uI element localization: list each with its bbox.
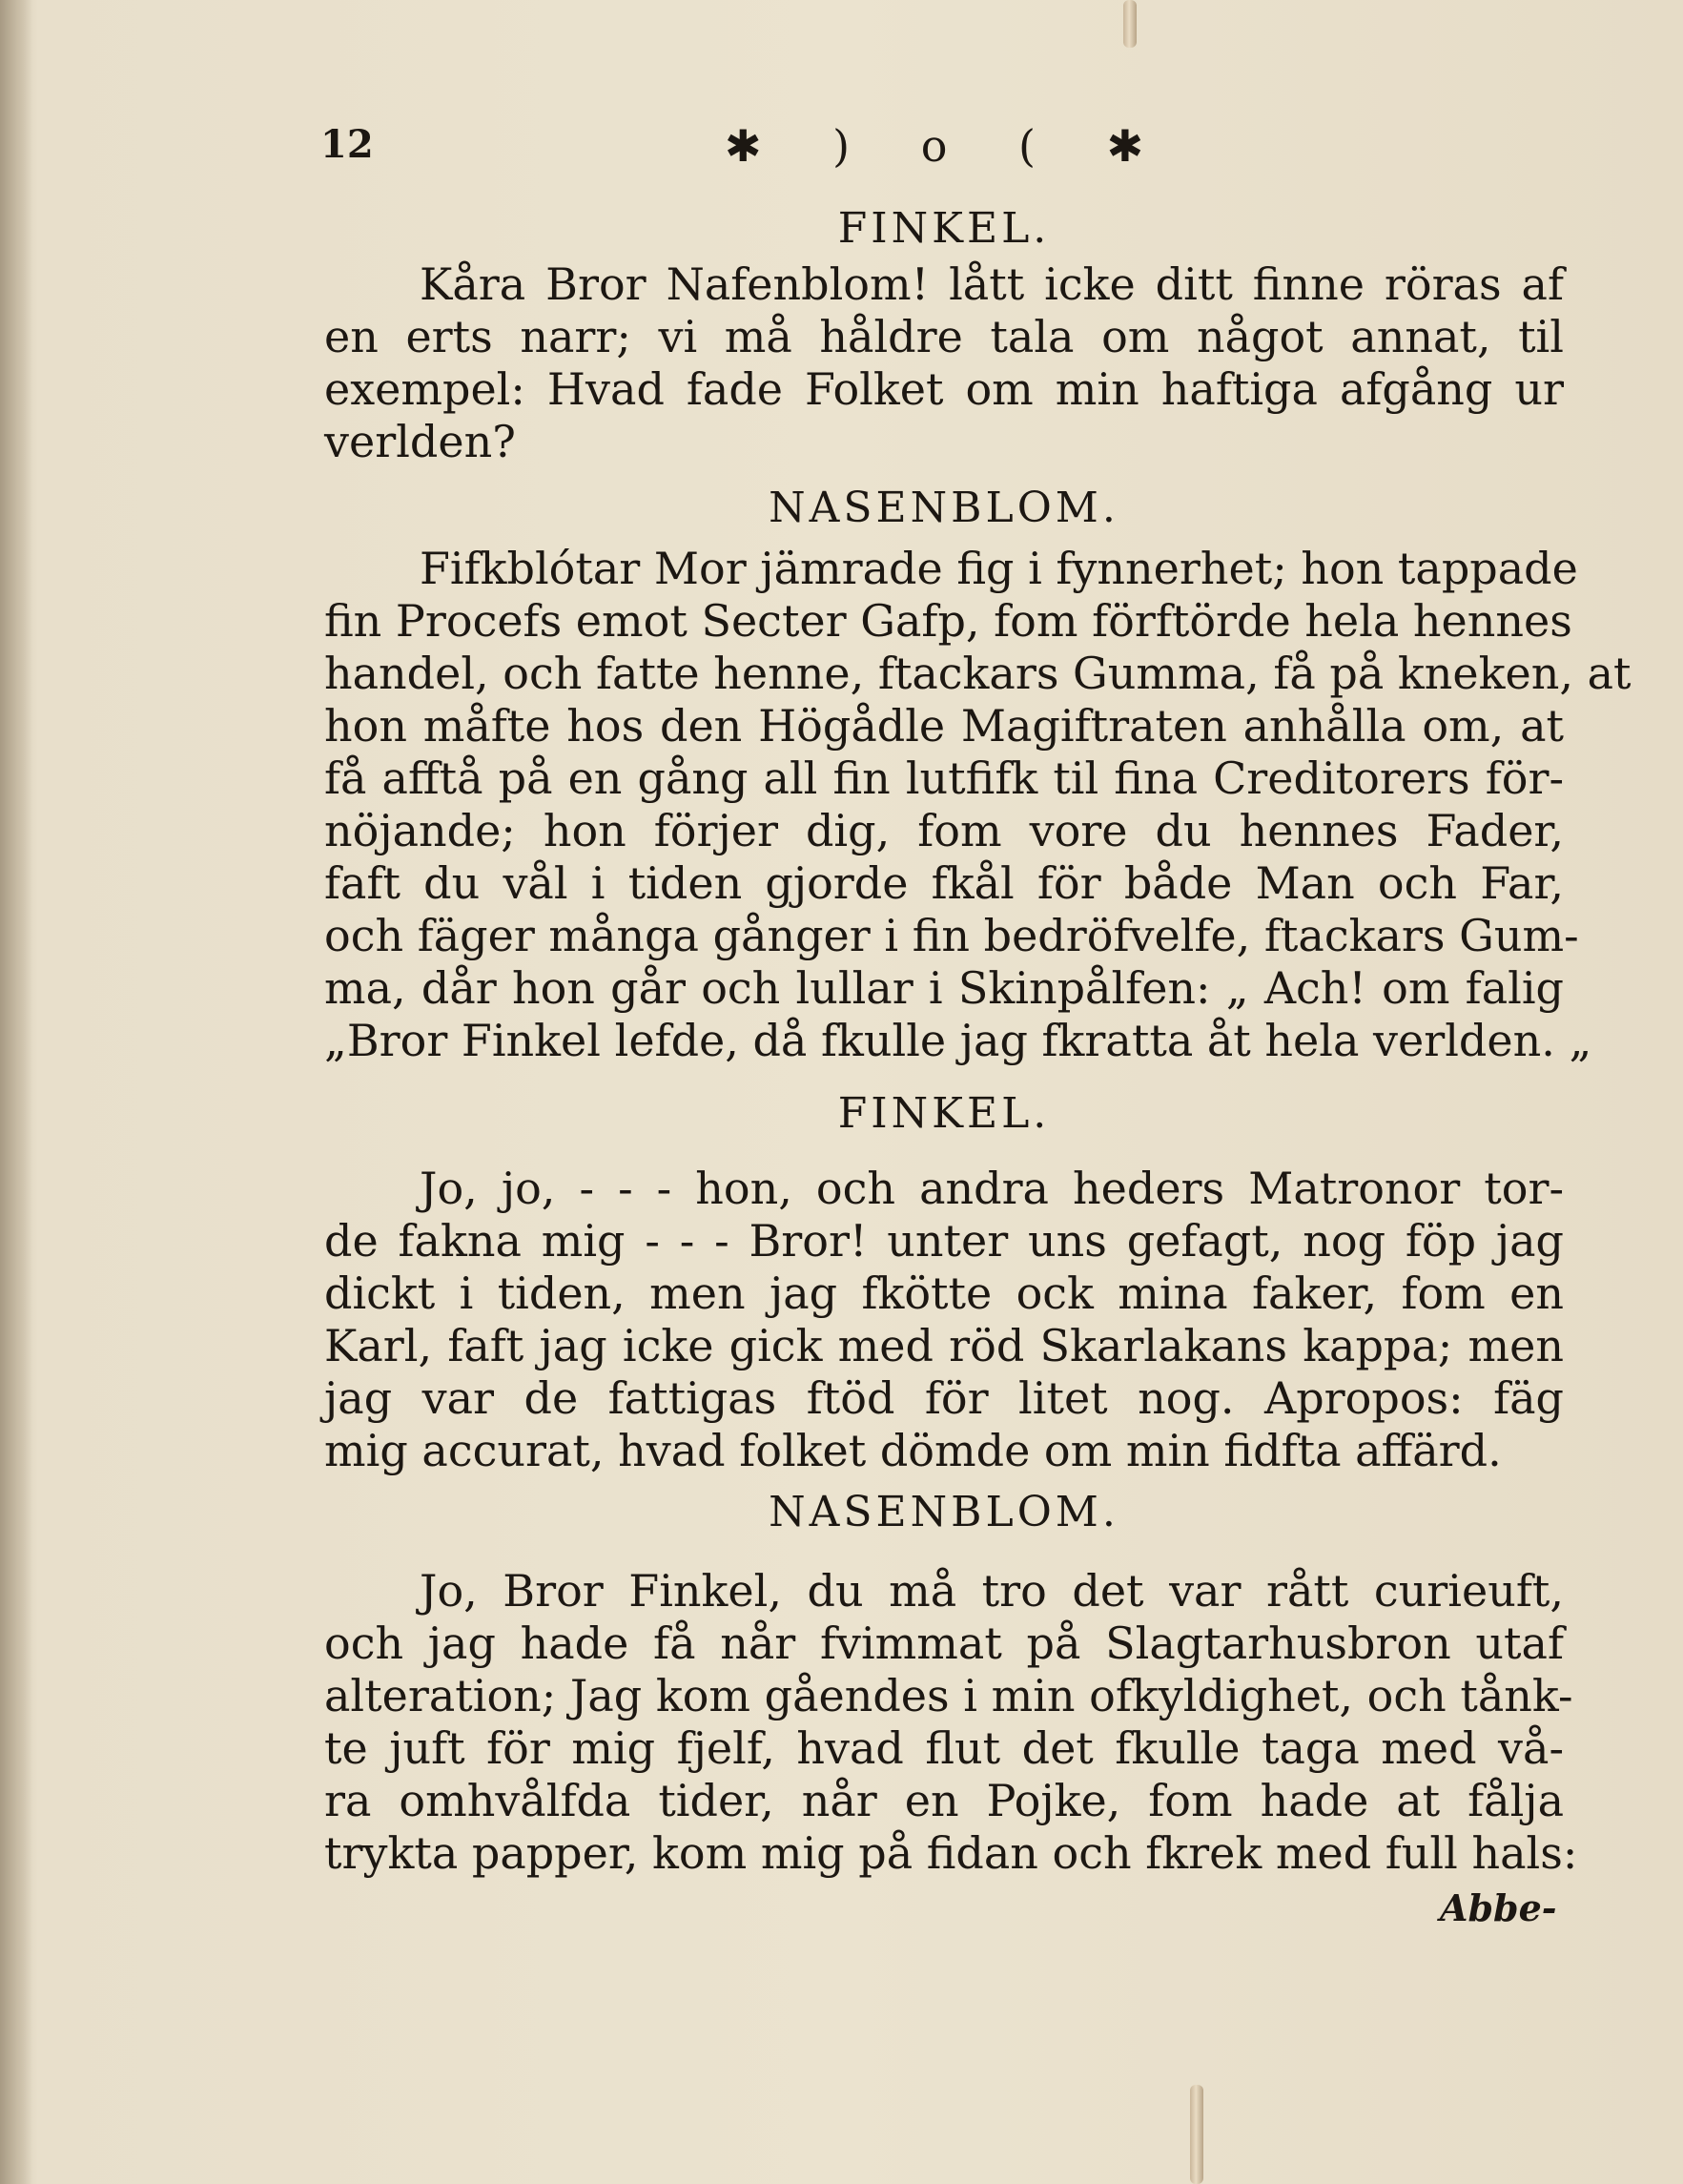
text-line: nöjande; hon förjer dig, fom vore du hennes Fader, [324,805,1564,856]
text-line: hon måfte hos den Högådle Magiftraten anhålla om, at [324,700,1564,752]
text-line: Karl, faft jag icke gick med röd Skarlakans kappa; men [324,1320,1564,1371]
page-tab-bottom [1190,2085,1203,2184]
text-line: trykta papper, kom mig på fidan och fkrek med full hals: [324,1827,1578,1879]
text-line: de fakna mig - - - Bror! unter uns gefagt, nog föp jag [324,1215,1564,1267]
text-line: en erts narr; vi må håldre tala om något annat, til [324,311,1564,362]
text-line: alteration; Jag kom gåendes i min ofkyldighet, och tånk- [324,1670,1573,1721]
header-ornament: ✱ ) o ( ✱ [725,120,1173,172]
page-tab-top [1123,0,1137,48]
text-line: handel, och fatte henne, ftackars Gumma, få på kneken, at [324,648,1632,699]
text-line: ma, dår hon går och lullar i Skinpålfen: „ Ach! om falig [324,962,1564,1014]
speaker-heading: NASENBLOM. [769,484,1119,532]
text-line: Jo, jo, - - - hon, och andra heders Matronor tor- [420,1163,1564,1214]
catchword: Abbe- [1440,1886,1557,1929]
text-line: fin Procefs emot Secter Gafp, fom förftörde hela hennes [324,595,1572,647]
text-line: och jag hade få når fvimmat på Slagtarhusbron utaf [324,1617,1564,1669]
text-line: jag var de fattigas ftöd för litet nog. Apropos: fäg [324,1372,1564,1424]
speaker-heading: NASENBLOM. [769,1488,1119,1536]
text-line: ra omhvålfda tider, når en Pojke, fom hade at fålja [324,1775,1564,1826]
text-line: dickt i tiden, men jag fkötte ock mina faker, fom en [324,1267,1564,1319]
text-line: Kåra Bror Nafenblom! lått icke ditt finne röras af [420,258,1564,310]
text-line: mig accurat, hvad folket dömde om min fidfta affärd. [324,1425,1502,1476]
text-line: faft du vål i tiden gjorde fkål för både Man och Far, [324,857,1564,909]
page-number: 12 [320,122,374,167]
text-line: Jo, Bror Finkel, du må tro det var rått curieuft, [420,1565,1564,1617]
text-line: och fäger många gånger i fin bedröfvelfe, ftackars Gum- [324,910,1579,961]
speaker-heading: FINKEL. [837,204,1051,253]
text-line: få afftå på en gång all fin lutfifk til fina Creditorers för- [324,752,1564,804]
text-line: „Bror Finkel lefde, då fkulle jag fkratta åt hela verlden. „ [324,1015,1592,1066]
speaker-heading: FINKEL. [837,1089,1051,1138]
text-line: te juft för mig fjelf, hvad flut det fkulle taga med vå- [324,1722,1564,1774]
binding-gutter [0,0,32,2184]
text-line: Fifkblótar Mor jämrade fig i fynnerhet; hon tappade [420,543,1578,594]
text-line: verlden? [324,416,516,467]
text-line: exempel: Hvad fade Folket om min haftiga afgång ur [324,363,1564,415]
